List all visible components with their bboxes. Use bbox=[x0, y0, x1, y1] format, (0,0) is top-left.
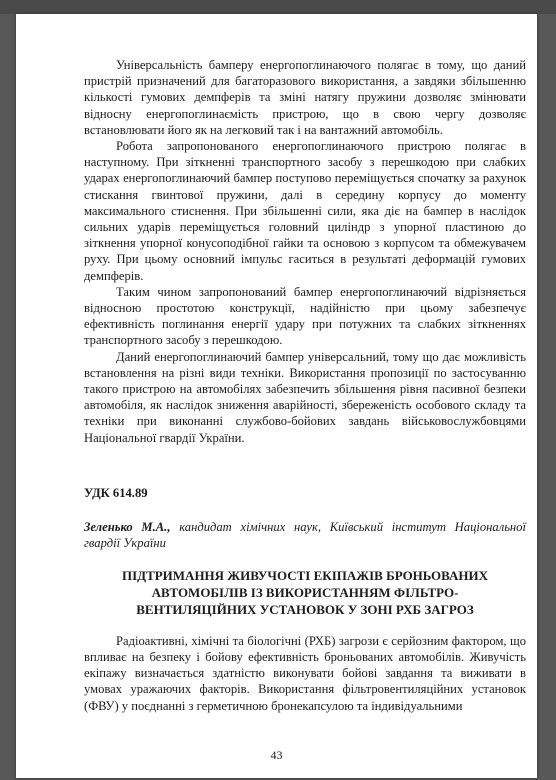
article-title: ПІДТРИМАННЯ ЖИВУЧОСТІ ЕКІПАЖІВ БРОНЬОВАНИХ АВТОМОБІЛІВ ІЗ ВИКОРИСТАННЯМ ФІЛЬТРО-ВЕНТИЛЯЦІЙНИХ УСТАНОВОК У ЗОНІ РХБ ЗАГРОЗ bbox=[121, 568, 489, 618]
author-affiliation: кандидат хімічних наук, Київський інститут Національної гвардії України bbox=[84, 520, 526, 551]
viewer-top-bar bbox=[0, 0, 556, 14]
page-number: 43 bbox=[270, 748, 283, 762]
udk-code: УДК 614.89 bbox=[84, 485, 148, 500]
page-content bbox=[84, 57, 526, 714]
document-page bbox=[16, 14, 537, 778]
paragraph-4: Даний енергопоглинаючий бампер універсальний, тому що дає можливість встановлення на різні види техніки. Використання пропозиції по застосуванню такого пристрою на автомобілях забезпечить збільшення рівня пасивної безпеки автомобіля, як наслідок зниження аварійності, збереженість особового складу та техніки при виконанні службово-бойових завдань військовослужбовцями Національної гвардії України. bbox=[84, 349, 526, 445]
paragraph-1: Універсальність бамперу енергопоглинаючого полягає в тому, що даний пристрій призначений для багаторазового використання, а завдяки збільшенню кількості гумових демпферів та зміні натягу пружини дозволяє змінювати відносну енергопоглинаємість пристрою, що в свою чергу дозволяє встановлювати його як на легковий так і на вантажний автомобіль. bbox=[84, 58, 526, 137]
paragraph-5: Радіоактивні, хімічні та біологічні (РХБ) загрози є серйозним фактором, що впливає на безпеку і бойову ефективність броньованих автомобілів. Живучість екіпажу визначається здатністю виконувати бойові завдання та виживати в умовах уражаючих факторів. Використання фільтровентиляційних установок (ФВУ) у поєднанні з герметичною бронекапсулою та індивідуальними bbox=[84, 633, 526, 713]
paragraph-2: Робота запропонованого енергопоглинаючого пристрою полягає в наступному. При зіткненні транспортного засобу з перешкодою при слабких ударах енергопоглинаючий бампер поступово переміщується спочатку за рахунок стискання гвинтової пружини, далі в середину корпусу до моменту максимального стиснення. При збільшенні сили, яка діє на бампер в наслідок сильних ударів переміщується головний циліндр з упорної пластиною до зіткнення упорної конусоподібної гайки та основою з корпусом та обмежувачем руху. При цьому основний імпульс гаситься в результаті деформацій гумових демпферів. bbox=[84, 139, 526, 283]
author-line bbox=[84, 519, 526, 551]
author-name: Зеленько М.А., bbox=[84, 520, 171, 535]
paragraph-3: Таким чином запропонований бампер енергопоглинаючий відрізняється відносною простотою конструкції, надійністю при цьому забезпечує ефективність поглинання енергії удару при потужних та слабких зіткненнях транспортного засобу з перешкодою. bbox=[84, 284, 526, 348]
